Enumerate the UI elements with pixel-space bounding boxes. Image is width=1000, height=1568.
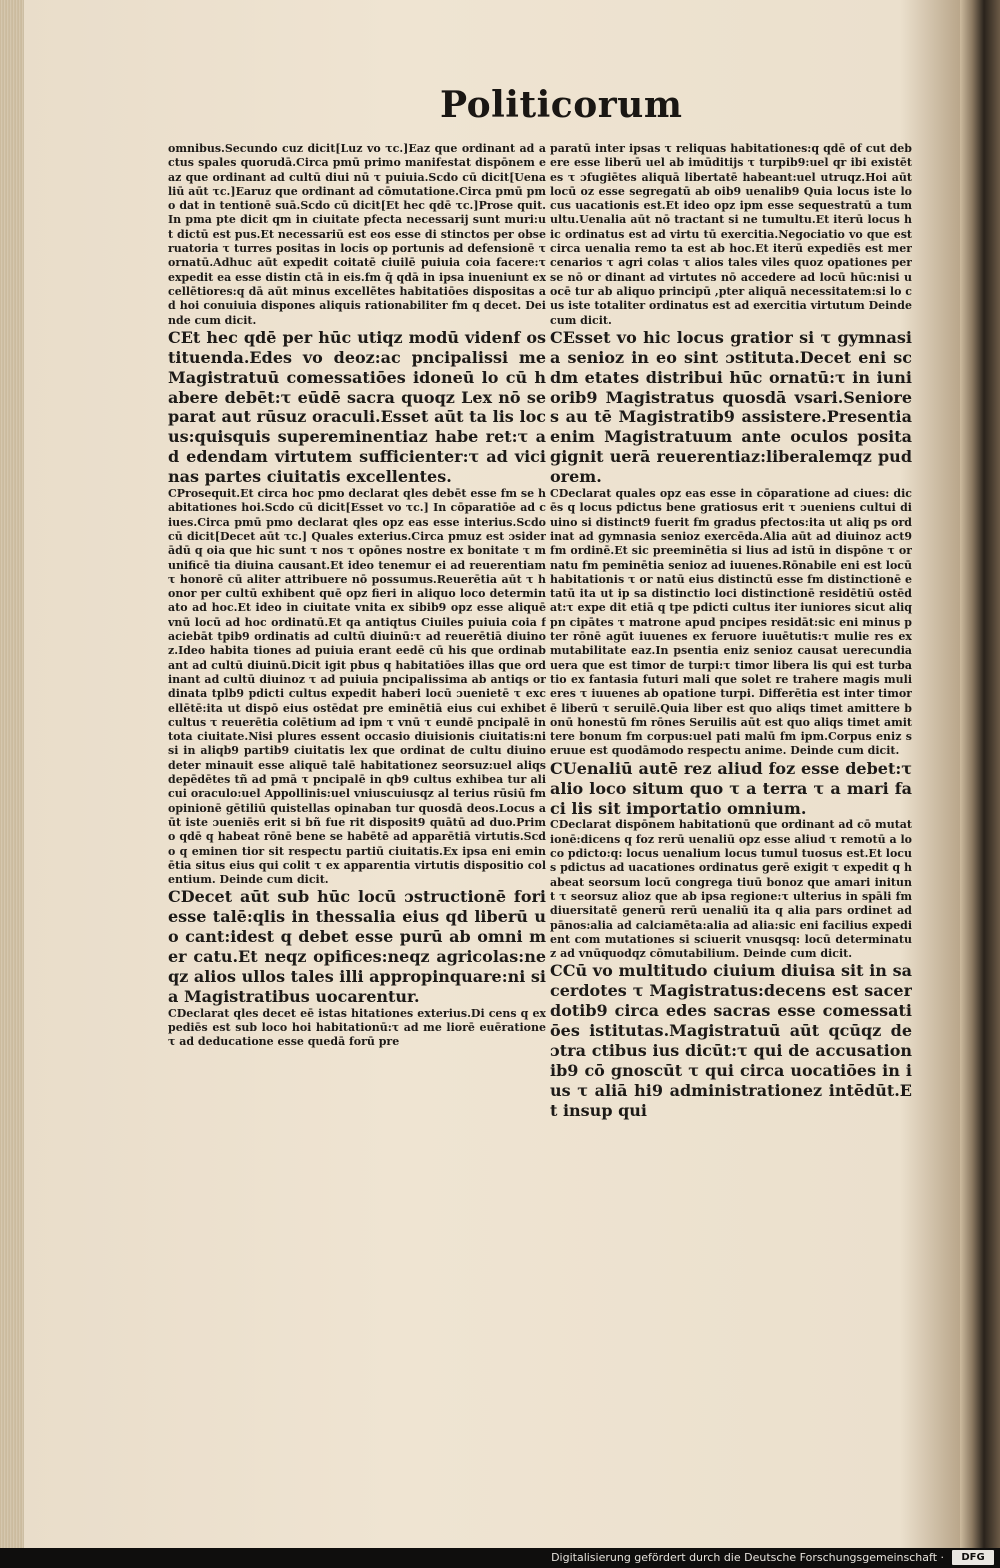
page-edge-left bbox=[0, 0, 24, 1548]
paragraph-mark-icon: C bbox=[168, 487, 177, 501]
text-column-left bbox=[168, 142, 546, 1282]
paragraph-mark-icon: C bbox=[550, 327, 563, 347]
commentary-paragraph bbox=[168, 142, 546, 328]
page-gutter-right bbox=[960, 0, 1000, 1548]
paragraph-mark-icon: C bbox=[550, 487, 559, 501]
text: paratū inter ipsas τ reliquas habitationes:q qdē of cut debere esse liberū uel ab imūditijs τ turpib9:uel qr ibi existētes τ ɔfugiētes aliquā libertatē habeant:uel utruqz.Hoi aūt locū oz esse segregatū ab oib9 uenalib9 Quia locus iste locus uacationis est.Et ideo opz ipm esse sequestratū a tumultu.Uenalia aūt nō tractant si ne tumultu.Et iterū locus hic ordinatus est ad virtu tū exercitia.Negociatio vo que est circa uenalia remo ta est ab hoc.Et iterū expediēs est mercenarios τ agri colas τ alios tales viles quoz opationes per se nō or dinant ad virtutes nō accedere ad locū hūc:nisi uocē tur ab aliquo principū ,pter aliquā necessitatem:si lo cus iste totaliter ordinatus est ad exercitia virtutum Deinde cum dicit. bbox=[550, 142, 912, 327]
commentary-paragraph bbox=[550, 142, 912, 328]
main-text-paragraph bbox=[168, 328, 546, 487]
paragraph-mark-icon: C bbox=[168, 887, 181, 907]
text: Declarat quales opz eas esse in cōparatione ad ciues: dicēs q locus pdictus bene gratiosus erit τ ɔueniens cultui diuino si distinct9 fuerit fm gradus pfectos:ita ut aliq ps ordinat ad gymnasia senioz exercēda.Alia aūt ad diuinoz act9 fm ordinē.Et sic preeminētia si lius ad istū in dispōne τ ornatu fm peminētia senioz ad iuuenes.Rōnabile eni est locū habitationis τ or natū eius distinctū esse fm distinctionē etatū ita ut ip sa distinctio loci distinctionē residētiū ostēdat:τ expe dit etiā q tpe pdicti cultus iter iuniores sicut aliq pn cipātes τ matrone apud pncipes residāt:sic eni minus pter rōnē agūt iuuenes ex feruore iuuētutis:τ mulie res ex mutabilitate eaz.In psentia eniz senioz causat uerecundia uera que est timor de turpi:τ timor libera lis qui est turbatio ex fantasia futuri mali que solet re trahere magis mulieres τ iuuenes ab opatione turpi. Differētia est inter timorē liberū τ seruilē.Quia liber est quo aliqs timet amittere bonū honestū fm rōnes Seruilis aūt est quo aliqs timet amittere bonum fm corpus:uel pati malū fm ipm.Corpus eniz seruue est quodāmodo respectu anime. Deinde cum dicit. bbox=[550, 487, 912, 758]
paragraph-mark-icon: C bbox=[168, 327, 181, 347]
text-column-right bbox=[550, 142, 912, 1282]
main-text-paragraph bbox=[550, 961, 912, 1120]
commentary-paragraph bbox=[550, 818, 912, 961]
funding-credit: Digitalisierung gefördert durch die Deutsche Forschungsgemeinschaft · bbox=[551, 1551, 944, 1564]
dfg-logo: DFG bbox=[952, 1550, 994, 1565]
main-text-paragraph bbox=[550, 328, 912, 487]
text: Declarat dispōnem habitationū que ordinant ad cō mutationē:dicens q foz rerū uenaliū opz esse aliud τ remotū a loco pdicto:q: locus uenalium locus tumul tuosus est.Et locus pdictus ad uacationes ordinatus gerē exigit τ expedit q habeat seorsum locū congrega tiuū bonoz que amari initunt τ seorsuz alioz que ab ipsa regione:τ ulterius in spāli fm diuersitatē generū rerū uenaliū ita q alia pars ordinet ad pānos:alia ad calciamēta:alia ad alia:sic eni facilius expedient com mutationes si sciuerit vnusqsq: locū determinatuz ad vnūquodqz cōmutabilium. Deinde cum dicit. bbox=[550, 818, 912, 961]
footer-bar bbox=[0, 1548, 1000, 1568]
text: Esset vo hic locus gratior si τ gymnasia senioz in eo sint ɔstituta.Decet eni scdm etates distribui hūc ornatū:τ in iuniorib9 Magistratus quosdā vsari.Seniores au tē Magistratib9 assistere.Presentia enim Magistratuum ante oculos posita gignit uerā reuerentiaz:liberalemqz pudorem. bbox=[550, 327, 912, 487]
text: Et hec qdē per hūc utiqz modū videnf ostituenda.Edes vo deoz:ac pncipalissi me Magistratuū comessatiōes idoneū lo cū habere debēt:τ eūdē sacra quoqz Lex nō separat aut rūsuz oraculi.Esset aūt ta lis locus:quisquis supereminentiaz habe ret:τ ad edendam virtutem sufficienter:τ ad vicinas partes ciuitatis excellentes. bbox=[168, 327, 546, 487]
paragraph-mark-icon: C bbox=[168, 1006, 177, 1020]
commentary-paragraph bbox=[550, 487, 912, 759]
text: Prosequit.Et circa hoc pmo declarat qles debēt esse fm se habitationes hoi.Scdo cū dicit[Esset vo τc.] In cōparatiōe ad ciues.Circa pmū pmo declarat qles opz eas esse interius.Scdo cū dicit[Decet aūt τc.] Quales exterius.Circa pmuz est ɔsiderādū q oia que hic sunt τ nos τ opōnes nostre ex bonitate τ munificē tia diuina causant.Et ideo tenemur ei ad reuerentiam τ honorē cū aliter attribuere nō possumus.Reuerētia aūt τ honor per cultū exhibent quē opz fieri in aliquo loco determinato ad hoc.Et ideo in ciuitate vnita ex sibib9 opz esse aliquē vnū locū ad hoc ordinatū.Et qa antiqtus Ciuiles puiuia coia faciebāt tpib9 ordinatis ad cultū diuinū:τ ad reuerētiā diuinoz.Ideo habita tiones ad puiuia erant eedē cū his que ordinabant ad cultū diuinū.Dicit igit pbus q habitatiōes illas que ordinant ad cultū diuinoz τ ad puiuia pncipalissima ab antiqs ordinata tplb9 pdicti cultus expedit haberi locū ɔuenietē τ excellētē:ita ut dispō eius ostēdat pre eminētiā eius cui exhibet cultus τ reuerētia colētium ad ipm τ vnū τ eundē pncipalē in tota ciuitate.Nisi plures essent occasio diuisionis ciuitatis:nisi in aliqb9 partib9 ciuitatis lex que ordinat de cultu diuino deter minauit esse aliquē talē habitationez seorsuz:uel aliqs depēdētes tñ ad pmā τ pncipalē in qb9 cultus exhibea tur alicui oraculo:uel Appollinis:uel vniuscuiusqz al terius rūsiū fm opinionē gētiliū quistellas opinaban tur quosdā deos.Locus aūt iste ɔueniēs erit si bñ fue rit disposit9 quātū ad duo.Primo qdē q habeat rōnē bene se habētē ad apparētiā virtutis.Scdo q eminen tior sit respectu partiū ciuitatis.Ex ipsa eni eminētia situs eius qui colit τ ex apparentia virtutis dispositio colentium. Deinde cum dicit. bbox=[168, 487, 546, 887]
paragraph-mark-icon: C bbox=[550, 818, 559, 832]
running-head: Politicorum bbox=[440, 84, 683, 126]
text: omnibus.Secundo cuz dicit[Luz vo τc.]Eaz que ordinant ad actus spales quorudā.Circa pmū primo manifestat dispōnem eaz que ordinant ad cultū diui nū τ puiuia.Scdo cū dicit[Uenaliū aūt τc.]Earuz que ordinant ad cōmutatione.Circa pmū pmo dat in tentionē suā.Scdo cū dicit[Et hec qdē τc.]Prose quit.In pma pte dicit qm in ciuitate pfecta necessarij sunt muri:ut dictū est pus.Et necessariū est eos esse di stinctos per obseruatoria τ turres positas in locis op portunis ad defensionē τ ornatū.Adhuc aūt expedit coitatē ciuilē puiuia coia facere:τ expedit ea esse distin ctā in eis.fm q̄ qdā in ipsa inueniunt excellētiores:q dā aūt minus excellētes habitatiōes dispositas ad hoi conuiuia dispones aliquis rationabiliter fm q decet. Deinde cum dicit. bbox=[168, 142, 546, 327]
commentary-paragraph bbox=[168, 487, 546, 887]
main-text-paragraph bbox=[168, 887, 546, 1006]
paragraph-mark-icon: C bbox=[550, 758, 563, 778]
main-text-paragraph bbox=[550, 759, 912, 819]
text: Cū vo multitudo ciuium diuisa sit in sa cerdotes τ Magistratus:decens est sacer dotib9 circa edes sacras esse comessatiōes istitutas.Magistratuū aūt qcūqz de ɔtra ctibus ius dicūt:τ qui de accusationib9 cō gnoscūt τ qui circa uocatiōes in ius τ aliā hi9 administrationez intēdūt.Et insup qui bbox=[550, 961, 912, 1120]
text: Declarat qles decet eē istas hitationes exterius.Di cens q expediēs est sub loco hoi habitationū:τ ad me liorē euēratione τ ad deducatione esse quedā forū pre bbox=[168, 1006, 546, 1049]
text: Decet aūt sub hūc locū ɔstructionē fori esse talē:qlis in thessalia eius qd liberū uo cant:idest q debet esse purū ab omni mer catu.Et neqz opifices:neqz agricolas:ne qz alios ullos tales illi appropinquare:ni si a Magistratibus uocarentur. bbox=[168, 887, 546, 1006]
commentary-paragraph bbox=[168, 1007, 546, 1050]
text: Uenaliū autē rez aliud foz esse debet:τ alio loco situm quo τ a terra τ a mari faci lis sit importatio omnium. bbox=[550, 758, 912, 818]
paragraph-mark-icon: C bbox=[550, 961, 563, 981]
